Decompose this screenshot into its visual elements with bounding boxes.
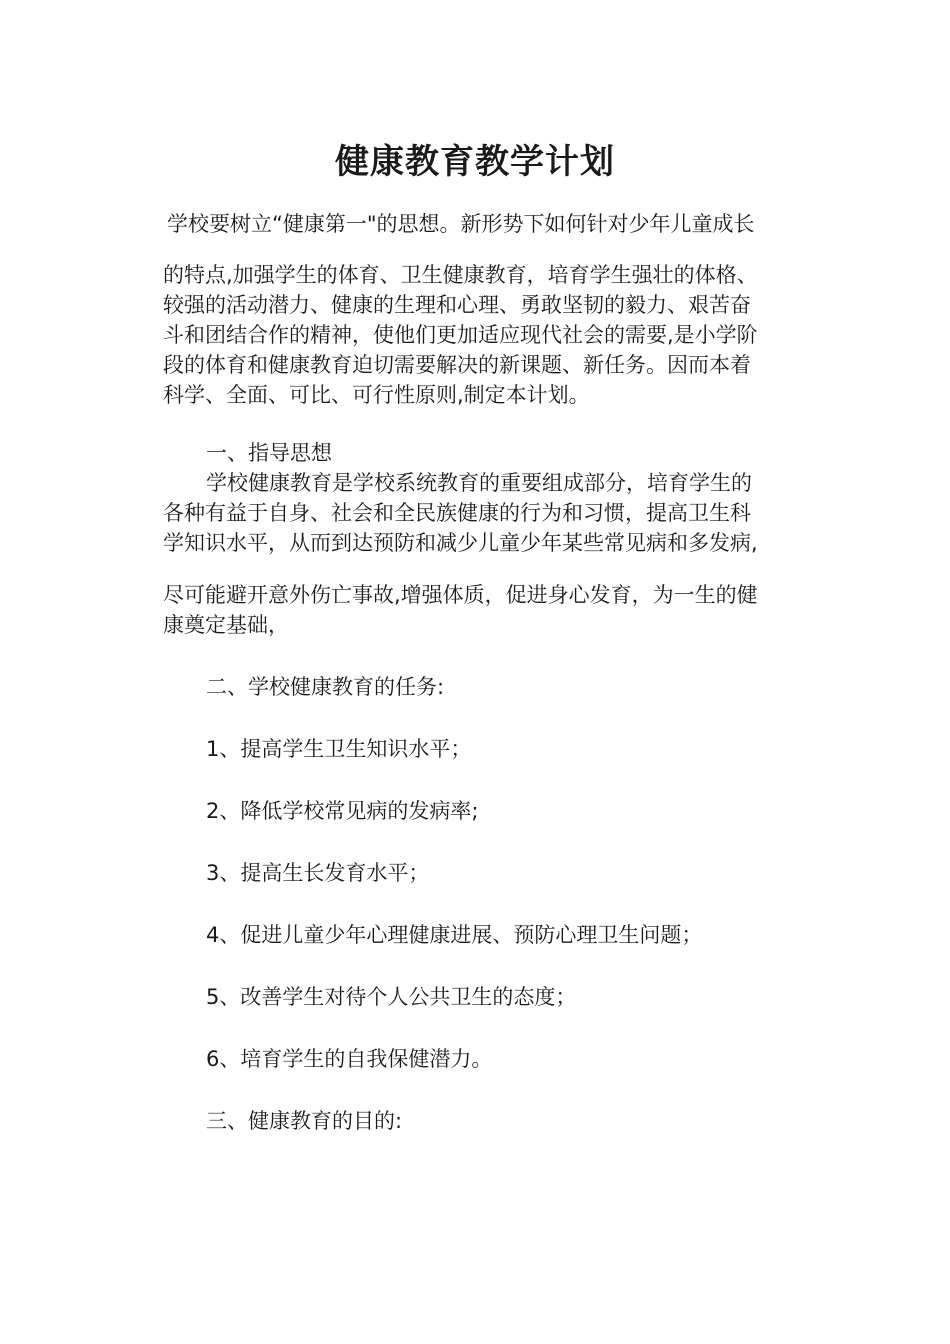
- section-heading: 三、健康教育的目的:: [206, 1109, 403, 1133]
- section-line: 各种有益于自身、社会和全民族健康的行为和习惯，提高卫生科: [163, 501, 751, 525]
- task-item: 1、提高学生卫生知识水平；: [206, 737, 472, 761]
- task-item: 2、降低学校常见病的发病率;: [206, 799, 479, 823]
- task-item: 3、提高生长发育水平；: [206, 861, 430, 885]
- task-item: 6、培育学生的自我保健潜力。: [206, 1047, 493, 1071]
- section-line: 康奠定基础，: [163, 613, 289, 637]
- section-heading: 二、学校健康教育的任务:: [206, 675, 445, 699]
- intro-line: 较强的活动潜力、健康的生理和心理、勇敢坚韧的毅力、艰苦奋: [163, 293, 751, 317]
- intro-line: 斗和团结合作的精神，使他们更加适应现代社会的需要,是小学阶: [163, 323, 758, 347]
- task-item: 4、促进儿童少年心理健康进展、预防心理卫生问题；: [206, 923, 703, 947]
- intro-line: 学校要树立“健康第一"的思想。新形势下如何针对少年儿童成长: [167, 212, 755, 236]
- section-line: 尽可能避开意外伤亡事故,增强体质，促进身心发育，为一生的健: [163, 583, 758, 607]
- section-line: 学校健康教育是学校系统教育的重要组成部分，培育学生的: [206, 471, 752, 495]
- section-line: 学知识水平，从而到达预防和减少儿童少年某些常见病和多发病,: [163, 531, 758, 555]
- intro-line: 段的体育和健康教育迫切需要解决的新课题、新任务。因而本着: [163, 353, 751, 377]
- task-item: 5、改善学生对待个人公共卫生的态度；: [206, 985, 577, 1009]
- document-title: 健康教育教学计划: [335, 142, 615, 182]
- intro-line: 科学、全面、可比、可行性原则,制定本计划。: [163, 383, 590, 407]
- intro-line: 的特点,加强学生的体育、卫生健康教育，培育学生强壮的体格、: [163, 263, 758, 287]
- section-heading: 一、指导思想: [206, 441, 332, 465]
